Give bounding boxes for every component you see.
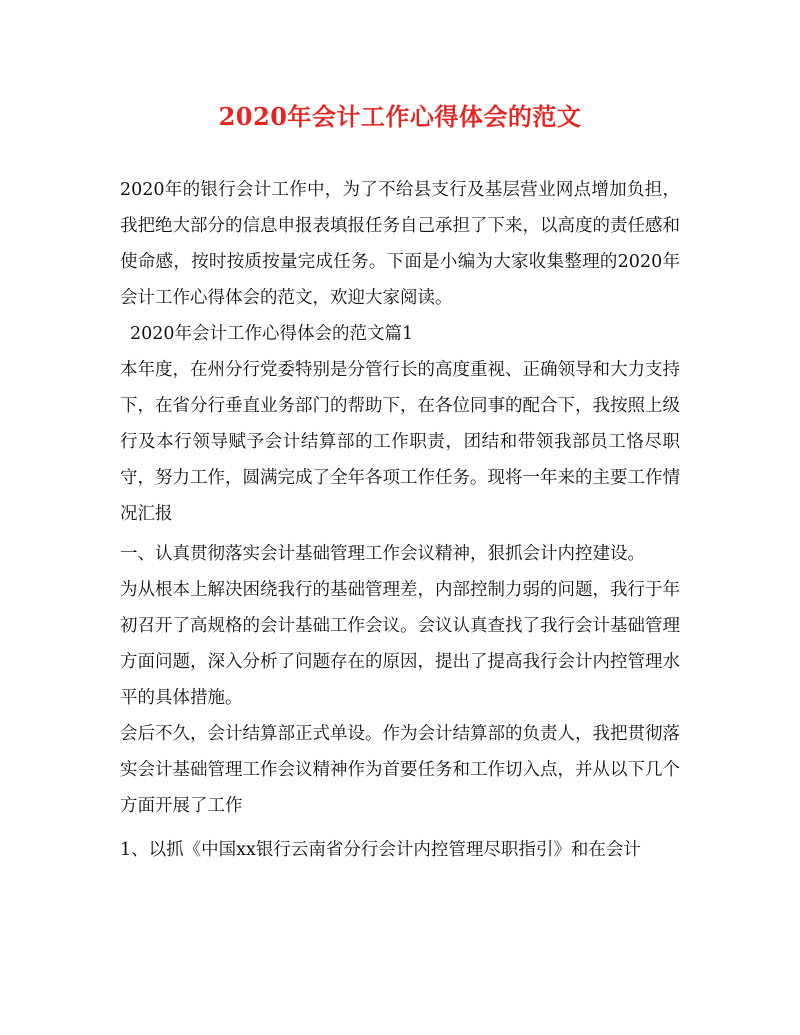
intro-paragraph: 2020年的银行会计工作中，为了不给县支行及基层营业网点增加负担，我把绝大部分的信息申报表填报任务自己承担了下来，以高度的责任感和使命感，按时按质按量完成任务。下面是小编为大家收集整理的2020年会计工作心得体会的范文，欢迎大家阅读。 (120, 180, 680, 308)
section-heading: 2020年会计工作心得体会的范文篇1 (130, 324, 414, 344)
document-body (120, 172, 680, 868)
section-subheading: 一、认真贯彻落实会计基础管理工作会议精神，狠抓会计内控建设。 (120, 544, 645, 564)
document-title: 2020年会计工作心得体会的范文 (218, 102, 582, 131)
body-paragraph: 会后不久，会计结算部正式单设。作为会计结算部的负责人，我把贯彻落实会计基础管理工作会议精神作为首要任务和工作切入点，并从以下几个方面开展了工作 (120, 724, 680, 816)
body-paragraph: 为从根本上解决困绕我行的基础管理差，内部控制力弱的问题，我行于年初召开了高规格的会计基础工作会议。会议认真查找了我行会计基础管理方面问题，深入分析了问题存在的原因，提出了提高我行会计内控管理水平的具体措施。 (120, 580, 680, 708)
body-paragraph: 本年度，在州分行党委特别是分管行长的高度重视、正确领导和大力支持下，在省分行垂直业务部门的帮助下，在各位同事的配合下，我按照上级行及本行领导赋予会计结算部的工作职责，团结和带领我部员工恪尽职守，努力工作，圆满完成了全年各项工作任务。现将一年来的主要工作情况汇报 (120, 360, 680, 524)
list-item-paragraph: 1、以抓《中国xx银行云南省分行会计内控管理尽职指引》和在会计 (120, 840, 641, 860)
